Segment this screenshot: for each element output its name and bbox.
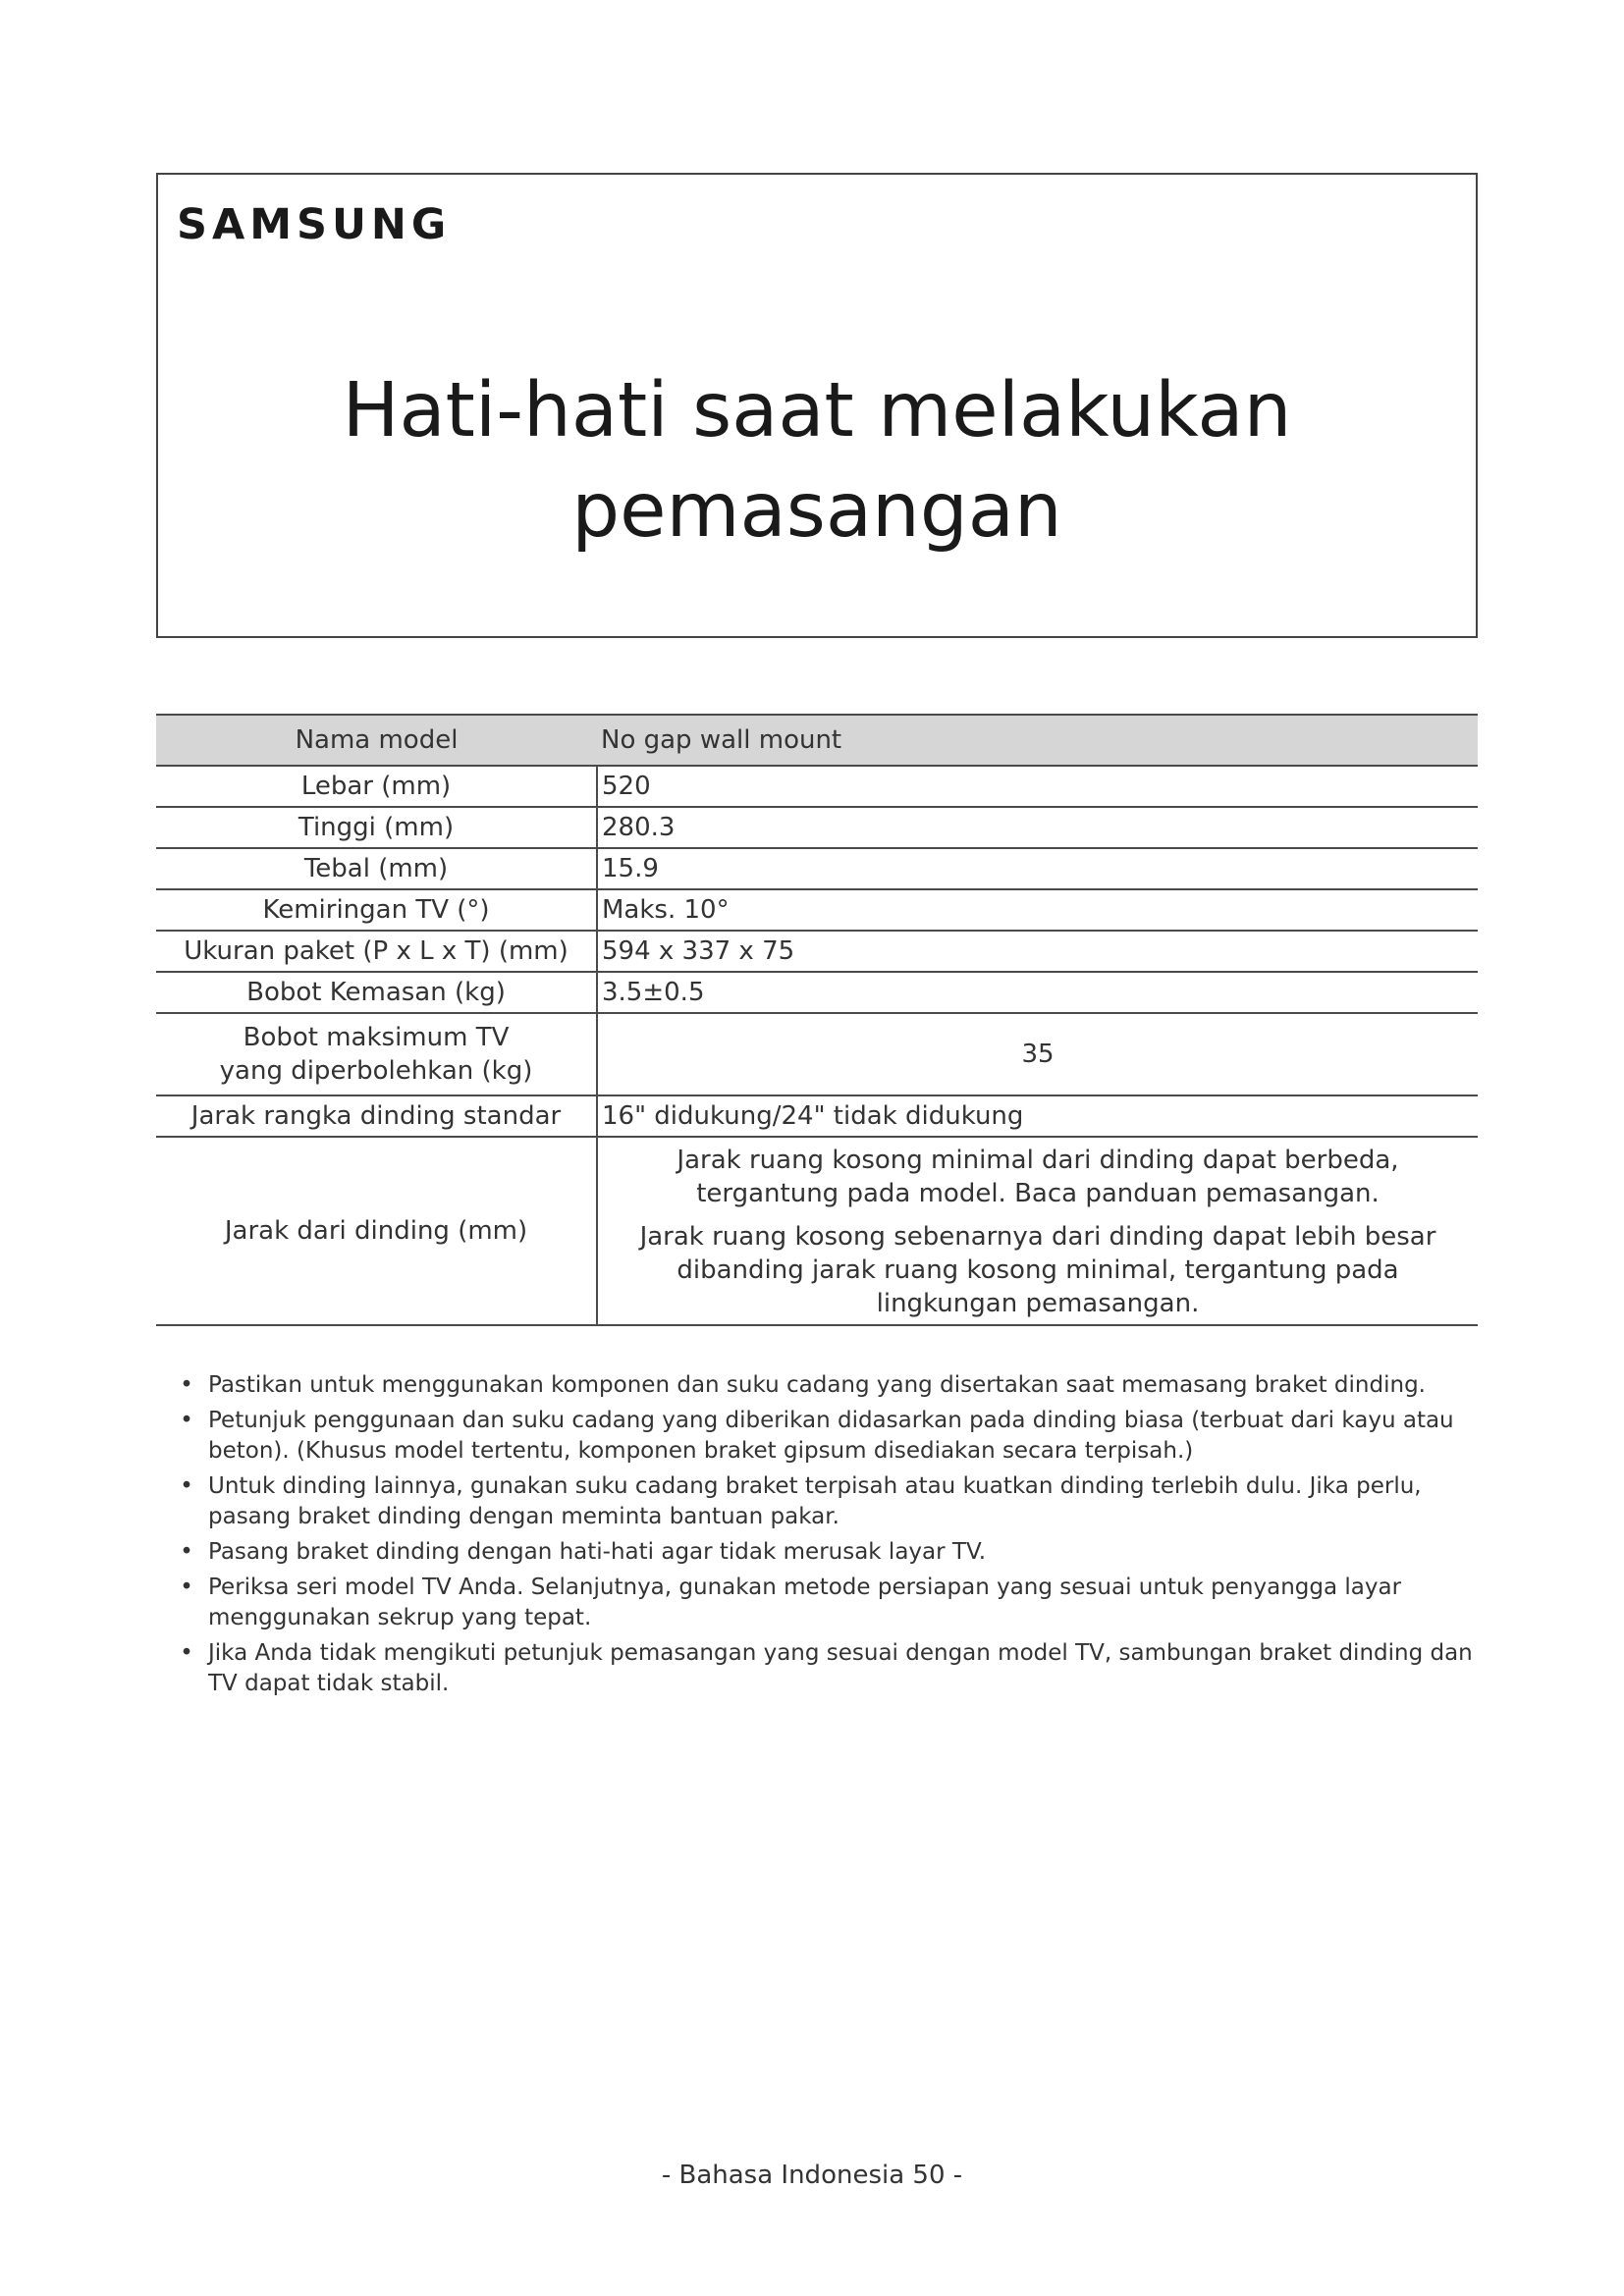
title-box — [156, 173, 1478, 638]
page-title-line-1: Hati-hati saat melakukan — [342, 367, 1292, 454]
table-row — [156, 889, 1478, 931]
spec-table — [156, 714, 1478, 1326]
page-title-line-2: pemasangan — [571, 467, 1062, 555]
row-label: Bobot maksimum TV yang diperbolehkan (kg) — [156, 1013, 597, 1095]
row-value: 15.9 — [597, 848, 1478, 889]
table-row — [156, 1095, 1478, 1137]
samsung-logo: SAMSUNG — [177, 200, 452, 249]
row-label: Bobot Kemasan (kg) — [156, 972, 597, 1013]
table-row — [156, 931, 1478, 972]
bullet-icon: • — [180, 1372, 193, 1398]
caution-list — [177, 1370, 1473, 1704]
list-item-text: Periksa seri model TV Anda. Selanjutnya, gunakan metode persiapan yang sesuai untuk penyangga layar menggunakan sekrup yang tepat. — [208, 1575, 1402, 1630]
table-row — [156, 807, 1478, 848]
row-value: 16" didukung/24" tidak didukung — [597, 1095, 1478, 1137]
row-label: Ukuran paket (P x L x T) (mm) — [156, 931, 597, 972]
list-item — [177, 1537, 1473, 1568]
list-item-text: Untuk dinding lainnya, gunakan suku cadang braket terpisah atau kuatkan dinding terlebih dulu. Jika perlu, pasang braket dinding dengan meminta bantuan pakar. — [208, 1473, 1422, 1529]
table-row — [156, 848, 1478, 889]
row-notes — [597, 1137, 1478, 1325]
page-footer: - Bahasa Indonesia 50 - — [661, 2161, 963, 2190]
row-value: 280.3 — [597, 807, 1478, 848]
bullet-icon: • — [180, 1473, 193, 1499]
row-value: Maks. 10° — [597, 889, 1478, 931]
bullet-icon: • — [180, 1408, 193, 1433]
list-item — [177, 1370, 1473, 1401]
list-item-text: Petunjuk penggunaan dan suku cadang yang diberikan didasarkan pada dinding biasa (terbuat dari kayu atau beton). (Khusus model tertentu, komponen braket gipsum disediakan secara terpisah.) — [208, 1408, 1454, 1464]
clearance-note-1: Jarak ruang kosong minimal dari dinding dapat berbeda, tergantung pada model. Baca panduan pemasangan. — [677, 1146, 1399, 1208]
bullet-icon: • — [180, 1539, 193, 1565]
table-row — [156, 1013, 1478, 1095]
row-value: 3.5±0.5 — [597, 972, 1478, 1013]
table-row — [156, 972, 1478, 1013]
bullet-icon: • — [180, 1640, 193, 1666]
row-label: Jarak rangka dinding standar — [156, 1095, 597, 1137]
row-label: Kemiringan TV (°) — [156, 889, 597, 931]
page-title — [158, 361, 1476, 561]
row-value: 520 — [597, 766, 1478, 807]
table-row — [156, 766, 1478, 807]
list-item — [177, 1406, 1473, 1467]
row-label: Lebar (mm) — [156, 766, 597, 807]
row-label: Tebal (mm) — [156, 848, 597, 889]
clearance-note-2: Jarak ruang kosong sebenarnya dari dinding dapat lebih besar dibanding jarak ruang kosong minimal, tergantung pada lingkungan pemasangan. — [639, 1222, 1436, 1318]
table-header-row — [156, 715, 1478, 766]
row-value: 594 x 337 x 75 — [597, 931, 1478, 972]
table-header-value: No gap wall mount — [597, 715, 1478, 766]
row-label: Tinggi (mm) — [156, 807, 597, 848]
list-item — [177, 1471, 1473, 1532]
list-item — [177, 1638, 1473, 1699]
list-item-text: Jika Anda tidak mengikuti petunjuk pemasangan yang sesuai dengan model TV, sambungan braket dinding dan TV dapat tidak stabil. — [208, 1640, 1473, 1696]
list-item — [177, 1573, 1473, 1633]
list-item-text: Pastikan untuk menggunakan komponen dan suku cadang yang disertakan saat memasang braket dinding. — [208, 1372, 1426, 1398]
bullet-icon: • — [180, 1575, 193, 1600]
list-item-text: Pasang braket dinding dengan hati-hati agar tidak merusak layar TV. — [208, 1539, 987, 1565]
table-header-label: Nama model — [156, 715, 597, 766]
row-label: Jarak dari dinding (mm) — [156, 1137, 597, 1325]
table-row — [156, 1137, 1478, 1325]
row-value: 35 — [597, 1013, 1478, 1095]
